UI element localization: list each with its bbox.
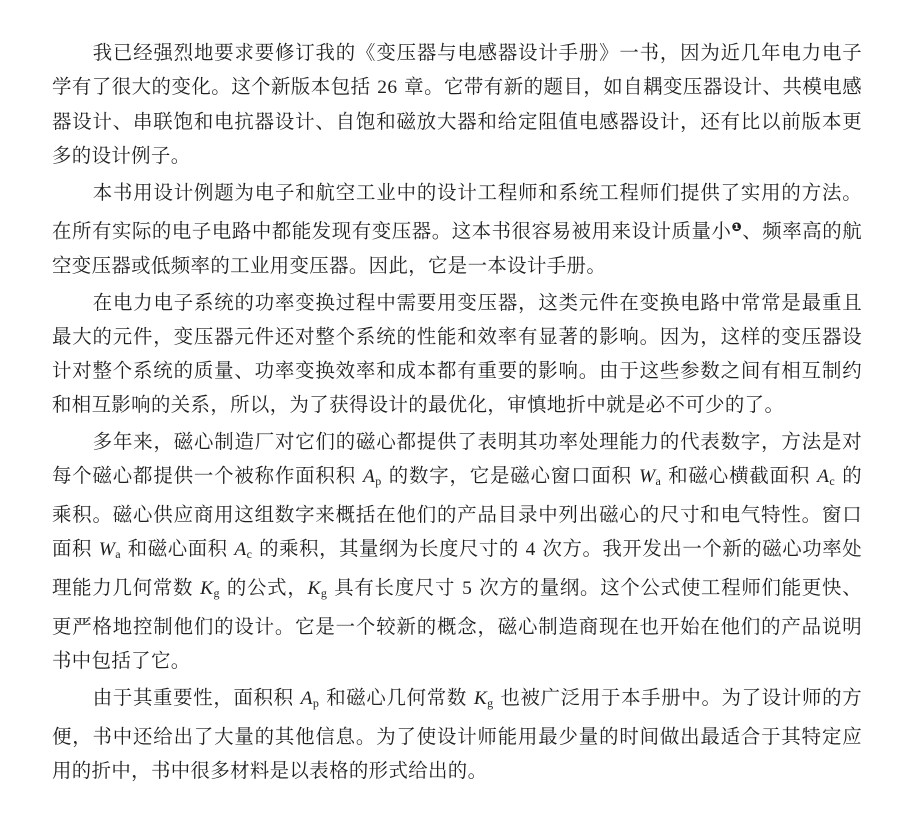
text-segment: 的乘积。磁心供应商用这组数字来概括在他们的产品目录中列出磁心的尺寸和电气特性。窗口面积 xyxy=(52,463,862,560)
paragraph-book-purpose xyxy=(52,176,862,283)
symbol-ac: A xyxy=(817,465,830,487)
text-segment: 在电力电子系统的功率变换过程中需要用变压器，这类元件在变换电路中常常是最重且最大的元件，变压器元件还对整个系统的性能和效率有显著的影响。因为，这样的变压器设计对整个系统的质量、功率变换效率和成本都有重要的影响。由于这些参数之间有相互制约和相互影响的关系，所以，为了获得设计的最优化，审慎地折中就是必不可少的了。 xyxy=(52,290,862,416)
text-segment: 的数字，它是磁心窗口面积 xyxy=(381,463,639,487)
symbol-ac-subscript: c xyxy=(829,473,836,488)
symbol-wa: W xyxy=(638,465,656,487)
symbol-wa-subscript: a xyxy=(115,546,122,561)
symbol-ap-subscript: p xyxy=(312,695,320,710)
text-segment: 和磁心横截面积 xyxy=(661,463,818,487)
symbol-wa: W xyxy=(98,538,116,560)
text-segment: 次方。我开发出一个新的磁心功率处理能力几何常数 xyxy=(52,536,862,599)
symbol-kg-subscript: g xyxy=(487,695,494,710)
text-segment: 由于其重要性，面积积 xyxy=(92,685,301,709)
symbol-ap-subscript: p xyxy=(375,473,382,488)
symbol-ac: A xyxy=(234,538,247,560)
symbol-kg-subscript: g xyxy=(320,585,328,600)
footnote-marker[interactable]: ❶ xyxy=(731,220,743,234)
text-segment: 本书用设计例题为电子和航空工业中的设计工程师和系统工程师们提供了实用的方法。在所有实际的电子电路中都能发现有变压器。这本书很容易被用来设计质量小 xyxy=(52,181,862,243)
paragraph-area-product xyxy=(52,425,862,678)
text-segment: 次方的量纲。这个公式使工程师们能更快、更严格地控制他们的设计。它是一个较新的概念，磁心制造商现在也开始在他们的产品说明书中包括了它。 xyxy=(52,575,862,672)
text-segment: 的乘积，其量纲为长度尺寸的 xyxy=(252,536,526,560)
symbol-kg-subscript: g xyxy=(213,585,220,600)
exponent-four: 4 xyxy=(525,538,536,560)
symbol-ac-subscript: c xyxy=(246,546,253,561)
text-segment: 和磁心面积 xyxy=(121,536,235,560)
paragraph-handbook-usage xyxy=(52,681,862,788)
text-segment: 和磁心几何常数 xyxy=(319,685,474,709)
symbol-kg: K xyxy=(473,687,488,709)
text-segment: 也被广泛用于本手册中。为了设计师的方便，书中还给出了大量的其他信息。为了使设计师能用最少量的时间做出最适合于其特定应用的折中，书中很多材料是以表格的形式给出的。 xyxy=(52,685,862,782)
text-segment: 、频率高的航空变压器或低频率的工业用变压器。因此，它是一本设计手册。 xyxy=(52,219,862,277)
paragraph-revision-intro xyxy=(52,36,862,173)
text-segment: 章。它带有新的题目，如自耦变压器设计、共模电感器设计、串联饱和电抗器设计、自饱和磁放大器和给定阻值电感器设计，还有比以前版本更多的设计例子。 xyxy=(52,75,862,167)
text-segment: 多年来，磁心制造厂对它们的磁心都提供了表明其功率处理能力的代表数字，方法是对每个磁心都提供一个被称作面积积 xyxy=(52,429,862,487)
symbol-kg: K xyxy=(200,577,214,599)
symbol-wa-subscript: a xyxy=(655,473,662,488)
text-segment: 的公式， xyxy=(219,575,308,599)
chapter-count: 26 xyxy=(377,77,398,98)
symbol-kg: K xyxy=(307,577,321,599)
text-segment: 具有长度尺寸 xyxy=(327,575,463,599)
paragraph-transformer-importance xyxy=(52,286,862,422)
exponent-five: 5 xyxy=(462,577,473,599)
text-segment: 我已经强烈地要求要修订我的《变压器与电感器设计手册》一书，因为近几年电力电子学有了很大的变化。这个新版本包括 xyxy=(52,41,862,98)
symbol-ap: A xyxy=(363,465,376,487)
symbol-ap: A xyxy=(300,687,313,709)
document-page xyxy=(52,36,862,791)
